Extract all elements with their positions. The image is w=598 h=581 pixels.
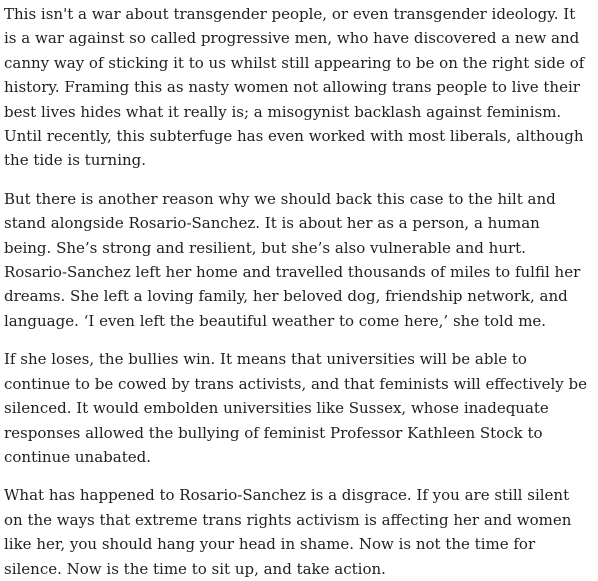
paragraph-2: But there is another reason why we should back this case to the hilt and stand alongside Rosario-Sanchez. It is about her as a person, a human being. She’s strong and resilient, but she’s also vulnerable and hurt. Rosario-Sanchez left her home and travelled thousands of miles to fulfil her dreams. She left a loving family, her beloved dog, friendship network, and language. ‘I even left the beautiful weather to come here,’ she told me. [4, 189, 581, 330]
paragraph-4: What has happened to Rosario-Sanchez is a disgrace. If you are still silent on the ways that extreme trans rights activism is affecting her and women like her, you should hang your head in shame. Now is not the time for silence. Now is the time to sit up, and take action. [4, 486, 572, 578]
paragraph-3: If she loses, the bullies win. It means that universities will be able to continue to be cowed by trans activists, and that feminists will effectively be silenced. It would embolden universities like Sussex, whose inadequate responses allowed the bullying of feminist Professor Kathleen Stock to continue unabated. [4, 350, 587, 466]
paragraph-1: This isn't a war about transgender people, or even transgender ideology. It is a war against so called progressive men, who have discovered a new and canny way of sticking it to us whilst still appearing to be on the right side of history. Framing this as nasty women not allowing trans people to live their best lives hides what it really is; a misogynist backlash against feminism. Until recently, this subterfuge has even worked with most liberals, although the tide is turning. [4, 5, 585, 170]
